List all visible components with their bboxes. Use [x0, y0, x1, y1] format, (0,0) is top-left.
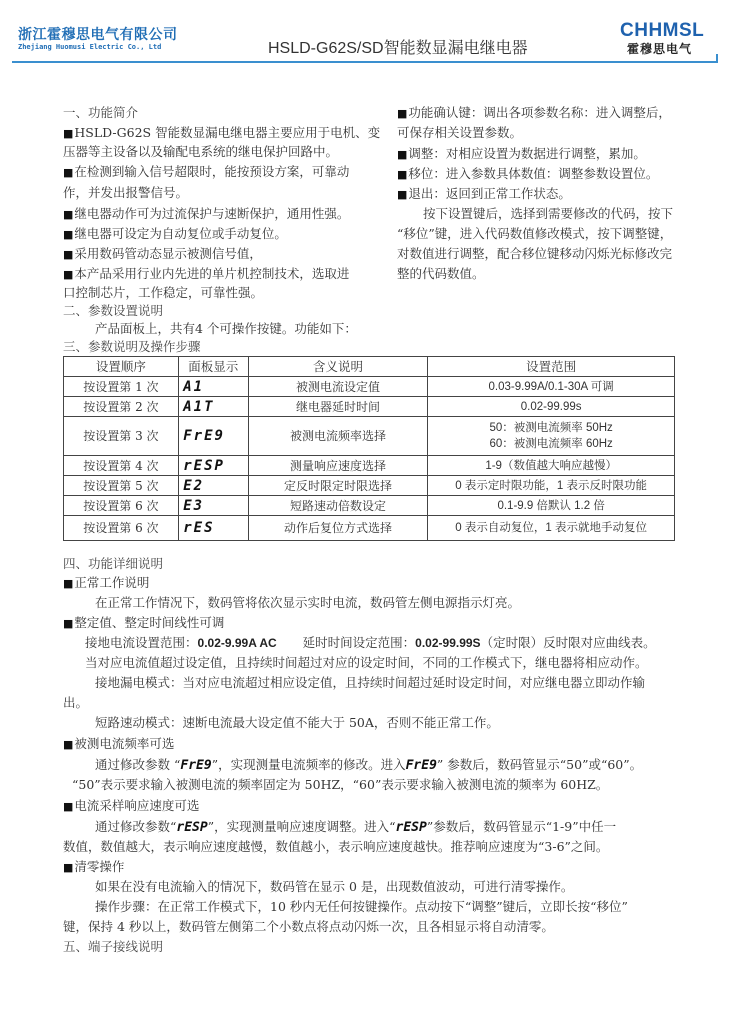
paragraph: 出。	[63, 695, 89, 710]
table-row	[64, 496, 675, 516]
key-desc-line: 按下设置键后，选择到需要修改的代码，按下	[423, 206, 674, 221]
cell-display	[178, 397, 248, 417]
cell-order: 按设置第 3 次	[64, 417, 179, 456]
paragraph: 如果在没有电流输入的情况下，数码管在显示 0 是，出现数值波动，可进行清零操作。	[95, 879, 574, 894]
key-desc-line: 整的代码数值。	[397, 266, 485, 281]
table-row	[64, 476, 675, 496]
cell-display	[178, 496, 248, 516]
paragraph: 接地电流设置范围：0.02-9.99A AC 延时时间设定范围：0.02-99.99S（定时限）反时限对应曲线表。	[85, 635, 656, 650]
intro-line: 口控制芯片，工作稳定，可靠性强。	[63, 285, 264, 300]
bullet-icon: ■	[63, 166, 74, 179]
key-desc-line: ■功能确认键：调出各项参数名称：进入调整后，	[397, 105, 671, 120]
intro-line: ■HSLD-G62S 智能数显漏电继电器主要应用于电机、变	[63, 125, 381, 140]
bullet-icon: ■	[63, 268, 74, 281]
segment-display-code: FrE9	[183, 428, 225, 444]
key-desc-line: ■调整：对相应设置为数据进行调整，累加。	[397, 146, 646, 161]
cell-display	[178, 456, 248, 476]
cell-order: 按设置第 1 次	[64, 377, 179, 397]
bullet-icon: ■	[63, 248, 74, 261]
cell-range: 0 表示定时限功能，1 表示反时限功能	[428, 476, 675, 496]
segment-display-code: rESP	[395, 820, 427, 835]
section-3-title: 三、参数说明及操作步骤	[63, 339, 201, 354]
cell-meaning: 测量响应速度选择	[248, 456, 428, 476]
intro-line: ■继电器可设定为自动复位或手动复位。	[63, 226, 287, 241]
subsection-title: ■被测电流频率可选	[63, 736, 175, 751]
cell-range	[428, 417, 675, 456]
intro-line: 压器等主设备以及输配电系统的继电保护回路中。	[63, 144, 339, 159]
table-row	[64, 417, 675, 456]
segment-display-code: A1	[183, 378, 205, 395]
header-divider-tick	[716, 54, 718, 63]
key-desc-line: 可保存相关设置参数。	[397, 125, 523, 140]
cell-display	[178, 476, 248, 496]
bullet-icon: ■	[397, 188, 408, 201]
paragraph: 数值，数值越大，表示响应速度越慢，数值越小，表示响应速度越快。推荐响应速度为“3-6”之间。	[63, 839, 609, 854]
cell-display	[178, 377, 248, 397]
cell-display	[178, 516, 248, 541]
table-row	[64, 516, 675, 541]
bullet-icon: ■	[63, 617, 74, 630]
key-desc-line: 对数值进行调整，配合移位键移动闪烁光标修改完	[397, 246, 673, 261]
subsection-title: ■清零操作	[63, 859, 125, 874]
subsection-title: ■电流采样响应速度可选	[63, 798, 200, 813]
cell-order: 按设置第 5 次	[64, 476, 179, 496]
paragraph: 短路速动模式：速断电流最大设定值不能大于 50A，否则不能正常工作。	[95, 715, 499, 730]
range-line: 50：被测电流频率 50Hz	[489, 422, 613, 434]
cell-meaning: 短路速动倍数设定	[248, 496, 428, 516]
segment-display-code: FrE9	[180, 758, 212, 773]
intro-line: ■采用数码管动态显示被测信号值，	[63, 246, 262, 261]
paragraph: 操作步骤：在正常工作模式下，10 秒内无任何按键操作。点动按下“调整”键后，立即长按“移位”	[95, 899, 628, 914]
brand-logo-cn: 霍穆思电气	[627, 42, 693, 56]
key-desc-line: ■移位：进入参数具体数值：调整参数设置位。	[397, 166, 659, 181]
segment-display-code: E3	[183, 497, 205, 514]
intro-line: ■本产品采用行业内先进的单片机控制技术，选取进	[63, 266, 350, 281]
col-header-display: 面板显示	[178, 357, 248, 377]
ground-current-range: 0.02-9.99A AC	[197, 636, 277, 650]
cell-range: 0.02-99.99s	[428, 397, 675, 417]
segment-display-code: A1T	[183, 398, 215, 415]
segment-display-code: E2	[183, 477, 205, 494]
company-name-en: Zhejiang Huomusi Electric Co., Ltd	[18, 43, 162, 51]
col-header-order: 设置顺序	[64, 357, 179, 377]
section-5-title: 五、端子接线说明	[63, 939, 164, 954]
cell-meaning: 动作后复位方式选择	[248, 516, 428, 541]
paragraph: “50”表示要求输入被测电流的频率固定为 50HZ，“60”表示要求输入被测电流的频率为 60HZ。	[72, 777, 609, 792]
cell-range: 1-9（数值越大响应越慢）	[428, 456, 675, 476]
cell-meaning: 被测电流设定值	[248, 377, 428, 397]
bullet-icon: ■	[63, 800, 74, 813]
bullet-icon: ■	[397, 107, 408, 120]
bullet-icon: ■	[397, 148, 408, 161]
segment-display-code: rESP	[176, 820, 208, 835]
parameter-table	[63, 356, 675, 541]
delay-time-range: 0.02-99.99S	[415, 636, 481, 650]
cell-order: 按设置第 4 次	[64, 456, 179, 476]
table-row	[64, 397, 675, 417]
section-2-text: 产品面板上，共有4 个可操作按键。功能如下：	[95, 321, 357, 336]
cell-order: 按设置第 6 次	[64, 496, 179, 516]
intro-line: ■继电器动作可为过流保护与速断保护，通用性强。	[63, 206, 350, 221]
cell-meaning: 被测电流频率选择	[248, 417, 428, 456]
cell-meaning: 定反时限定时限选择	[248, 476, 428, 496]
paragraph: 当对应电流值超过设定值，且持续时间超过对应的设定时间，不同的工作模式下，继电器将相应动作。	[85, 655, 648, 670]
intro-line: ■在检测到输入信号超限时，能按预设方案，可靠动	[63, 164, 350, 179]
segment-display-code: rES	[183, 520, 215, 536]
bullet-icon: ■	[397, 168, 408, 181]
page-header	[0, 0, 750, 70]
document-title: HSLD-G62S/SD智能数显漏电继电器	[268, 40, 528, 57]
key-desc-line: “移位”键，进入代码数值修改模式，按下调整键，	[397, 226, 673, 241]
bullet-icon: ■	[63, 577, 74, 590]
key-desc-line: ■退出：返回到正常工作状态。	[397, 186, 571, 201]
paragraph: 键，保持 4 秒以上，数码管左侧第二个小数点将点动闪烁一次，且各相显示将自动清零。	[63, 919, 554, 934]
cell-range: 0 表示自动复位，1 表示就地手动复位	[428, 516, 675, 541]
range-line: 60：被测电流频率 60Hz	[489, 438, 613, 450]
cell-order: 按设置第 2 次	[64, 397, 179, 417]
col-header-range: 设置范围	[428, 357, 675, 377]
cell-display	[178, 417, 248, 456]
segment-display-code: FrE9	[405, 758, 437, 773]
section-4-title: 四、功能详细说明	[63, 556, 164, 571]
paragraph: 接地漏电模式：当对应电流超过相应设定值，且持续时间超过延时设定时间，对应继电器立即动作输	[95, 675, 646, 690]
table-row	[64, 456, 675, 476]
bullet-icon: ■	[63, 738, 74, 751]
cell-order: 按设置第 6 次	[64, 516, 179, 541]
brand-logo-text: CHHMSL	[620, 20, 705, 41]
paragraph: 通过修改参数 “FrE9”，实现测量电流频率的修改。进入FrE9” 参数后，数码管显示“50”或“60”。	[95, 757, 643, 773]
section-2-title: 二、参数设置说明	[63, 303, 164, 318]
intro-line: 作，并发出报警信号。	[63, 185, 189, 200]
company-name-cn: 浙江霍穆思电气有限公司	[18, 27, 178, 43]
table-row	[64, 377, 675, 397]
table-header-row	[64, 357, 675, 377]
bullet-icon: ■	[63, 228, 74, 241]
cell-meaning: 继电器延时时间	[248, 397, 428, 417]
segment-display-code: rESP	[183, 457, 225, 474]
bullet-icon: ■	[63, 861, 74, 874]
cell-range: 0.1-9.9 倍默认 1.2 倍	[428, 496, 675, 516]
header-divider	[12, 61, 718, 63]
section-1-title: 一、功能简介	[63, 105, 139, 120]
subsection-title: ■整定值、整定时间线性可调	[63, 615, 225, 630]
cell-range: 0.03-9.99A/0.1-30A 可调	[428, 377, 675, 397]
col-header-meaning: 含义说明	[248, 357, 428, 377]
subsection-title: ■正常工作说明	[63, 575, 150, 590]
bullet-icon: ■	[63, 127, 74, 140]
bullet-icon: ■	[63, 208, 74, 221]
paragraph: 在正常工作情况下，数码管将依次显示实时电流，数码管左侧电源指示灯亮。	[95, 595, 521, 610]
paragraph: 通过修改参数“rESP”，实现测量响应速度调整。进入“rESP”参数后，数码管显示“1-9”中任一	[95, 819, 617, 835]
